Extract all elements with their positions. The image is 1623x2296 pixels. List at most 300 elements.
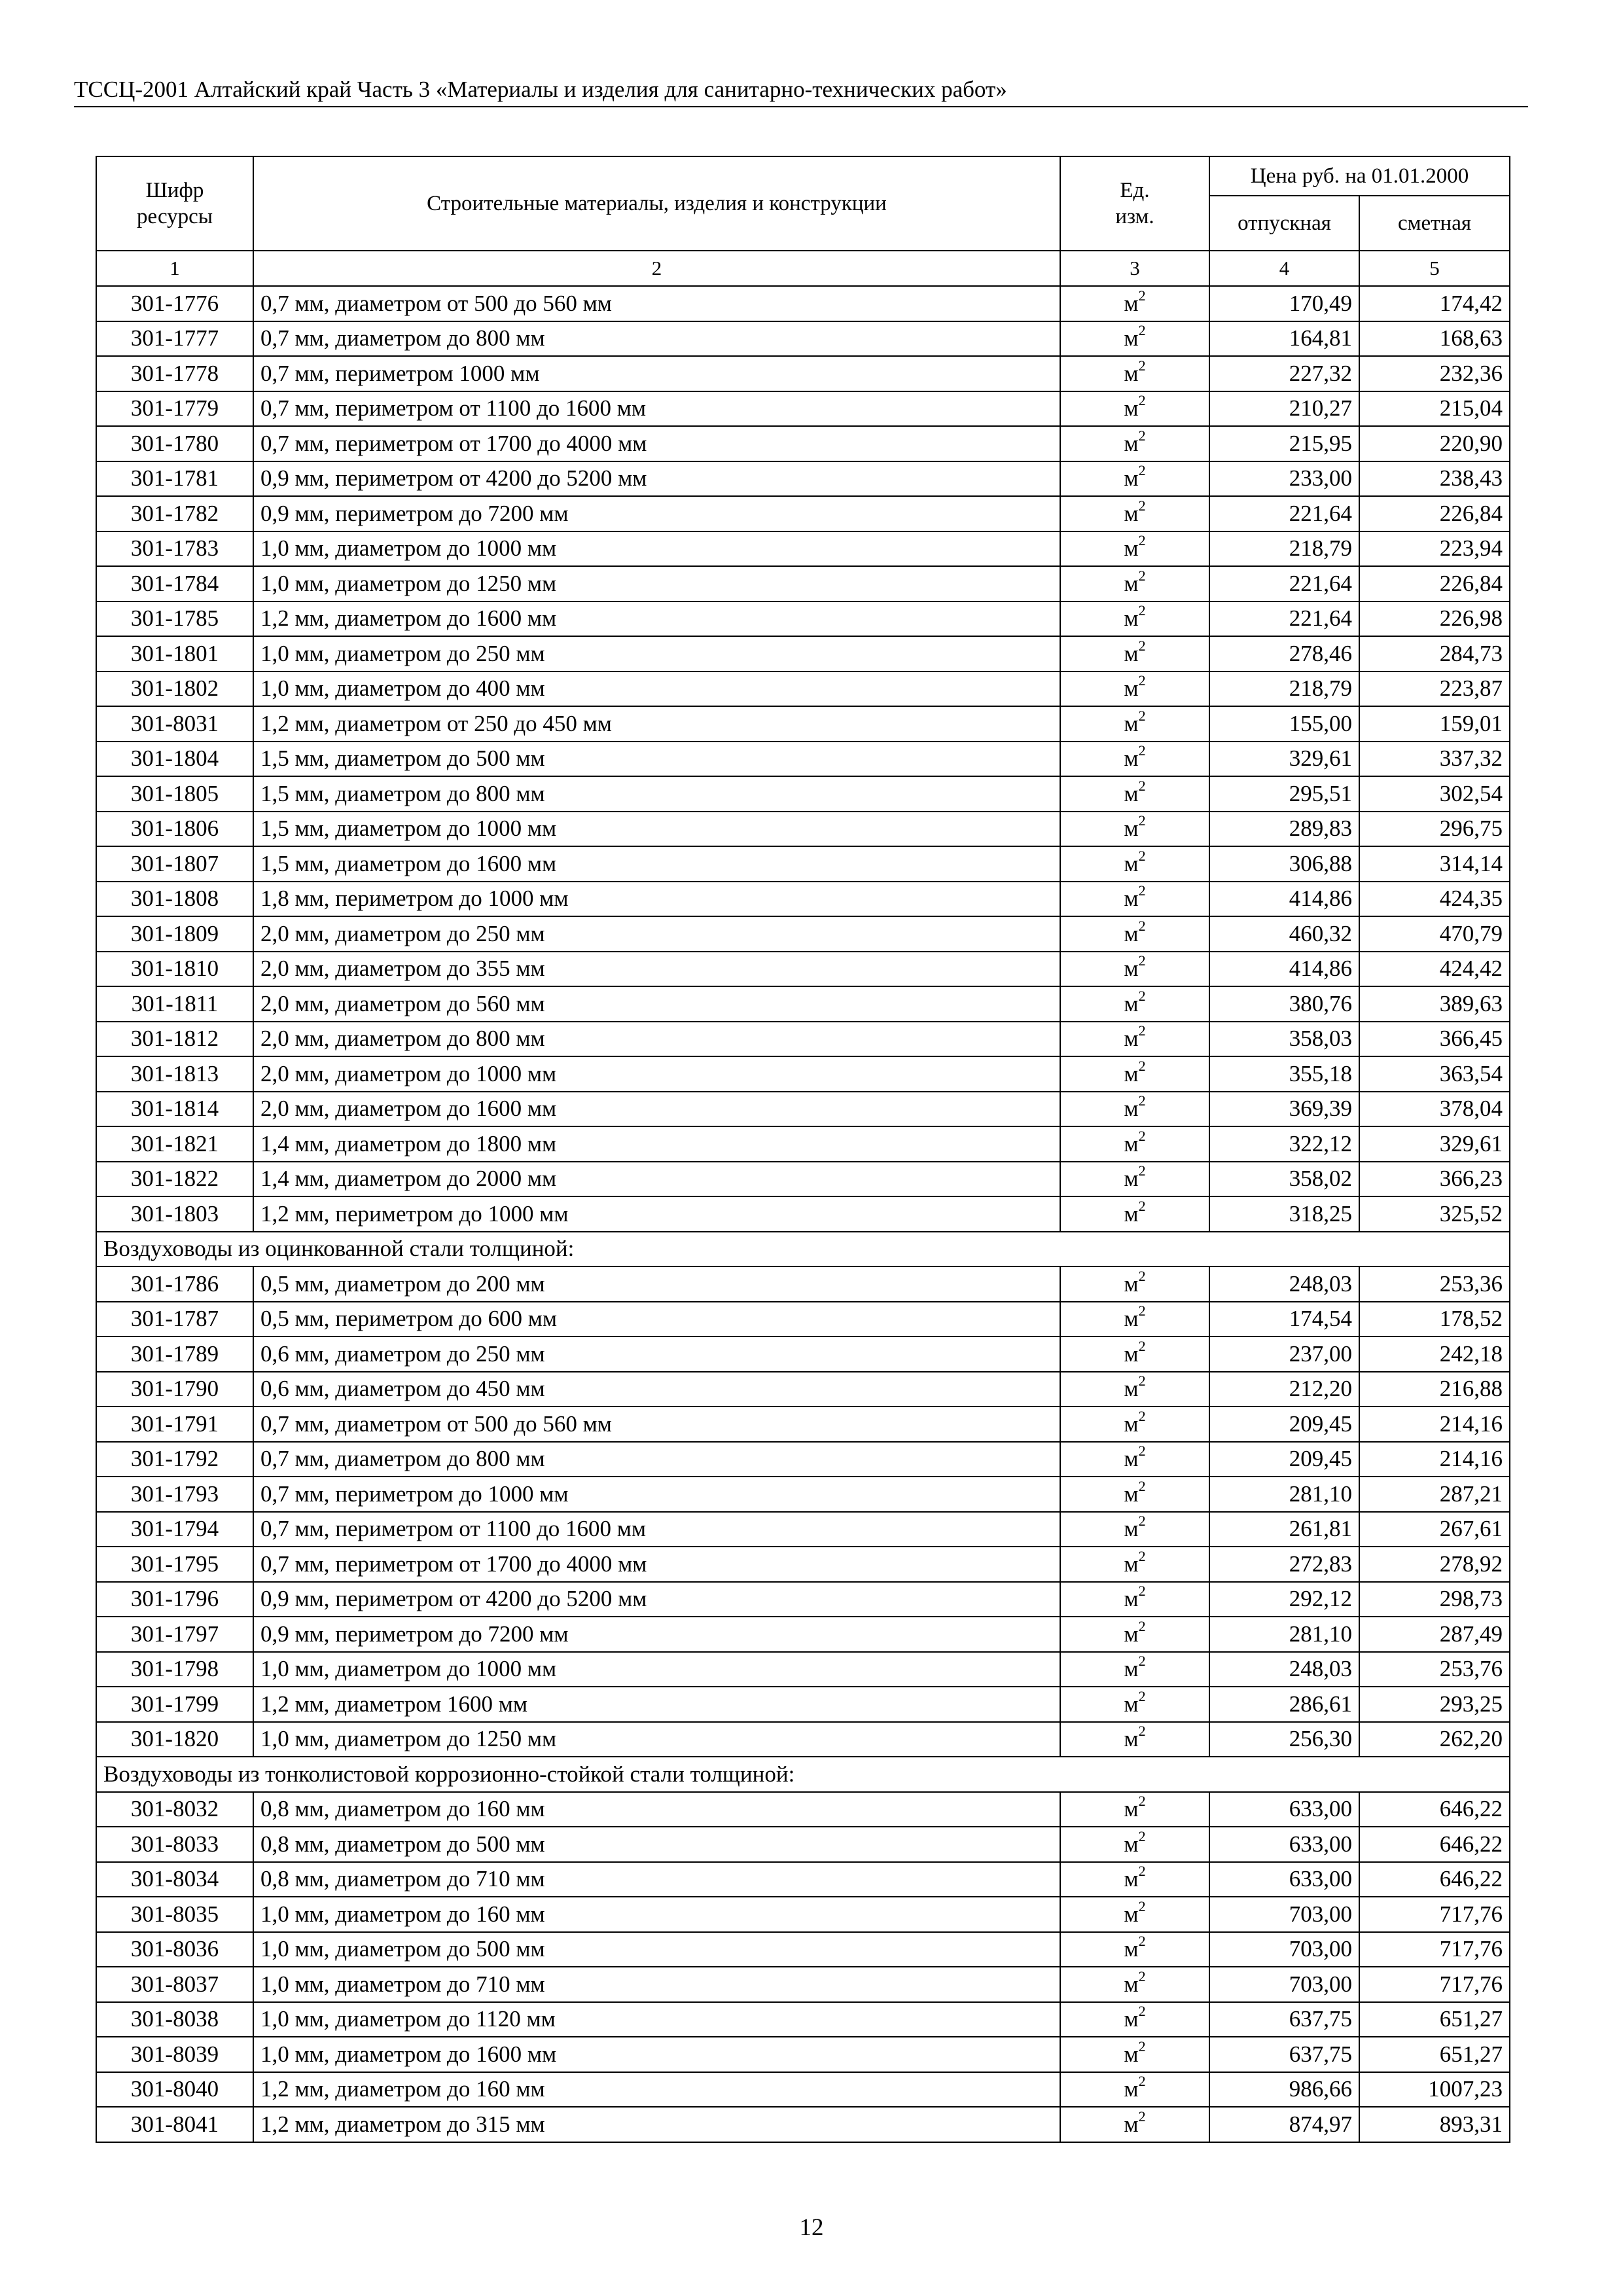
unit-exponent: 2 <box>1138 2073 1146 2090</box>
resource-code: 301-1790 <box>96 1372 253 1407</box>
table-row <box>96 1687 1510 1722</box>
header-name: Строительные материалы, изделия и конструкции <box>253 156 1060 251</box>
resource-code: 301-8035 <box>96 1897 253 1932</box>
material-name: 0,7 мм, диаметром от 500 до 560 мм <box>253 1407 1060 1442</box>
unit-label: м <box>1124 1060 1139 1086</box>
unit-cell <box>1060 1196 1209 1232</box>
resource-code: 301-1778 <box>96 356 253 391</box>
material-name: 1,0 мм, диаметром до 1000 мм <box>253 1652 1060 1687</box>
unit-exponent: 2 <box>1138 637 1146 654</box>
release-price: 414,86 <box>1209 952 1359 987</box>
material-name: 0,8 мм, диаметром до 710 мм <box>253 1862 1060 1897</box>
table-row <box>96 1196 1510 1232</box>
material-name: 1,2 мм, диаметром до 1600 мм <box>253 601 1060 637</box>
material-name: 1,0 мм, диаметром до 1250 мм <box>253 566 1060 601</box>
header-unit: Ед. изм. <box>1060 156 1209 251</box>
material-name: 1,5 мм, диаметром до 800 мм <box>253 776 1060 812</box>
estimate-price: 378,04 <box>1359 1092 1510 1127</box>
estimate-price: 325,52 <box>1359 1196 1510 1232</box>
unit-label: м <box>1124 1516 1139 1542</box>
unit-cell <box>1060 1407 1209 1442</box>
resource-code: 301-1780 <box>96 426 253 461</box>
material-name: 0,9 мм, периметром до 7200 мм <box>253 496 1060 531</box>
table-row <box>96 882 1510 917</box>
unit-label: м <box>1124 1831 1139 1857</box>
unit-cell <box>1060 776 1209 812</box>
material-name: 1,0 мм, диаметром до 250 мм <box>253 636 1060 672</box>
unit-cell <box>1060 742 1209 777</box>
unit-label: м <box>1124 605 1139 632</box>
table-row <box>96 1547 1510 1582</box>
resource-code: 301-1794 <box>96 1512 253 1547</box>
unit-exponent: 2 <box>1138 1057 1146 1074</box>
unit-label: м <box>1124 325 1139 351</box>
table-row <box>96 672 1510 707</box>
material-name: 2,0 мм, диаметром до 355 мм <box>253 952 1060 987</box>
release-price: 248,03 <box>1209 1652 1359 1687</box>
resource-code: 301-1809 <box>96 916 253 952</box>
release-price: 233,00 <box>1209 461 1359 497</box>
release-price: 221,64 <box>1209 496 1359 531</box>
table-row <box>96 356 1510 391</box>
material-name: 1,5 мм, диаметром до 1000 мм <box>253 812 1060 847</box>
table-row <box>96 916 1510 952</box>
resource-code: 301-1795 <box>96 1547 253 1582</box>
table-row <box>96 1302 1510 1337</box>
unit-cell <box>1060 1722 1209 1757</box>
unit-label: м <box>1124 850 1139 876</box>
resource-code: 301-1813 <box>96 1056 253 1092</box>
release-price: 292,12 <box>1209 1582 1359 1617</box>
release-price: 289,83 <box>1209 812 1359 847</box>
unit-exponent: 2 <box>1138 707 1146 724</box>
table-row <box>96 846 1510 882</box>
price-table <box>96 156 1510 2143</box>
table-row <box>96 1897 1510 1932</box>
unit-exponent: 2 <box>1138 742 1146 759</box>
estimate-price: 223,87 <box>1359 672 1510 707</box>
unit-label: м <box>1124 1026 1139 1052</box>
resource-code: 301-8040 <box>96 2072 253 2108</box>
unit-label: м <box>1124 1340 1139 1367</box>
table-row <box>96 1617 1510 1652</box>
release-price: 281,10 <box>1209 1477 1359 1512</box>
table-row <box>96 952 1510 987</box>
unit-cell <box>1060 286 1209 321</box>
estimate-price: 215,04 <box>1359 391 1510 427</box>
estimate-price: 717,76 <box>1359 1897 1510 1932</box>
unit-label: м <box>1124 1166 1139 1192</box>
material-name: 1,5 мм, диаметром до 500 мм <box>253 742 1060 777</box>
unit-exponent: 2 <box>1138 1092 1146 1109</box>
estimate-price: 214,16 <box>1359 1442 1510 1477</box>
table-row <box>96 1407 1510 1442</box>
resource-code: 301-1787 <box>96 1302 253 1337</box>
release-price: 218,79 <box>1209 672 1359 707</box>
estimate-price: 287,49 <box>1359 1617 1510 1652</box>
material-name: 0,9 мм, периметром до 7200 мм <box>253 1617 1060 1652</box>
unit-cell <box>1060 1547 1209 1582</box>
unit-label: м <box>1124 430 1139 456</box>
unit-label: м <box>1124 956 1139 982</box>
unit-exponent: 2 <box>1138 1513 1146 1530</box>
estimate-price: 287,21 <box>1359 1477 1510 1512</box>
release-price: 460,32 <box>1209 916 1359 952</box>
unit-exponent: 2 <box>1138 2108 1146 2125</box>
material-name: 2,0 мм, диаметром до 560 мм <box>253 986 1060 1022</box>
unit-label: м <box>1124 1796 1139 1822</box>
column-number: 4 <box>1209 251 1359 286</box>
unit-exponent: 2 <box>1138 987 1146 1004</box>
unit-cell <box>1060 1897 1209 1932</box>
resource-code: 301-8038 <box>96 2002 253 2037</box>
resource-code: 301-1810 <box>96 952 253 987</box>
release-price: 358,03 <box>1209 1022 1359 1057</box>
unit-cell <box>1060 321 1209 357</box>
release-price: 322,12 <box>1209 1126 1359 1162</box>
column-number: 1 <box>96 251 253 286</box>
unit-exponent: 2 <box>1138 847 1146 864</box>
unit-label: м <box>1124 1376 1139 1402</box>
estimate-price: 366,45 <box>1359 1022 1510 1057</box>
unit-label: м <box>1124 640 1139 666</box>
resource-code: 301-1814 <box>96 1092 253 1127</box>
unit-exponent: 2 <box>1138 357 1146 374</box>
header-estimate-price: сметная <box>1359 196 1510 251</box>
unit-cell <box>1060 496 1209 531</box>
estimate-price: 337,32 <box>1359 742 1510 777</box>
resource-code: 301-1822 <box>96 1162 253 1197</box>
estimate-price: 293,25 <box>1359 1687 1510 1722</box>
table-row <box>96 321 1510 357</box>
table-row <box>96 1722 1510 1757</box>
table-row <box>96 776 1510 812</box>
resource-code: 301-1784 <box>96 566 253 601</box>
estimate-price: 242,18 <box>1359 1336 1510 1372</box>
estimate-price: 214,16 <box>1359 1407 1510 1442</box>
estimate-price: 226,84 <box>1359 496 1510 531</box>
unit-exponent: 2 <box>1138 287 1146 304</box>
material-name: 1,0 мм, диаметром до 400 мм <box>253 672 1060 707</box>
material-name: 0,8 мм, диаметром до 500 мм <box>253 1827 1060 1862</box>
estimate-price: 159,01 <box>1359 706 1510 742</box>
release-price: 248,03 <box>1209 1266 1359 1302</box>
unit-label: м <box>1124 290 1139 316</box>
unit-exponent: 2 <box>1138 1372 1146 1390</box>
material-name: 0,7 мм, диаметром до 800 мм <box>253 1442 1060 1477</box>
unit-exponent: 2 <box>1138 1547 1146 1564</box>
unit-cell <box>1060 461 1209 497</box>
resource-code: 301-8037 <box>96 1967 253 2002</box>
table-row <box>96 1582 1510 1617</box>
table-row <box>96 986 1510 1022</box>
table-row <box>96 2072 1510 2108</box>
unit-cell <box>1060 1827 1209 1862</box>
unit-cell <box>1060 2072 1209 2108</box>
release-price: 355,18 <box>1209 1056 1359 1092</box>
material-name: 1,2 мм, диаметром от 250 до 450 мм <box>253 706 1060 742</box>
material-name: 0,9 мм, периметром от 4200 до 5200 мм <box>253 1582 1060 1617</box>
unit-exponent: 2 <box>1138 917 1146 934</box>
unit-exponent: 2 <box>1138 497 1146 514</box>
estimate-price: 893,31 <box>1359 2107 1510 2142</box>
resource-code: 301-8041 <box>96 2107 253 2142</box>
table-row <box>96 601 1510 637</box>
estimate-price: 168,63 <box>1359 321 1510 357</box>
unit-label: м <box>1124 920 1139 946</box>
release-price: 164,81 <box>1209 321 1359 357</box>
unit-label: м <box>1124 1656 1139 1682</box>
resource-code: 301-1812 <box>96 1022 253 1057</box>
estimate-price: 220,90 <box>1359 426 1510 461</box>
unit-label: м <box>1124 500 1139 526</box>
unit-exponent: 2 <box>1138 952 1146 969</box>
release-price: 306,88 <box>1209 846 1359 882</box>
unit-exponent: 2 <box>1138 427 1146 444</box>
release-price: 369,39 <box>1209 1092 1359 1127</box>
estimate-price: 366,23 <box>1359 1162 1510 1197</box>
material-name: 1,0 мм, диаметром до 160 мм <box>253 1897 1060 1932</box>
unit-label: м <box>1124 570 1139 596</box>
unit-cell <box>1060 1617 1209 1652</box>
release-price: 209,45 <box>1209 1407 1359 1442</box>
unit-label: м <box>1124 2041 1139 2067</box>
estimate-price: 389,63 <box>1359 986 1510 1022</box>
unit-exponent: 2 <box>1138 1617 1146 1634</box>
release-price: 170,49 <box>1209 286 1359 321</box>
release-price: 281,10 <box>1209 1617 1359 1652</box>
unit-label: м <box>1124 675 1139 702</box>
unit-cell <box>1060 1092 1209 1127</box>
unit-cell <box>1060 1056 1209 1092</box>
material-name: 1,2 мм, диаметром до 315 мм <box>253 2107 1060 2142</box>
unit-exponent: 2 <box>1138 1407 1146 1424</box>
unit-cell <box>1060 1477 1209 1512</box>
unit-label: м <box>1124 1306 1139 1332</box>
table-row <box>96 2037 1510 2072</box>
unit-cell <box>1060 1302 1209 1337</box>
material-name: 1,2 мм, периметром до 1000 мм <box>253 1196 1060 1232</box>
resource-code: 301-1801 <box>96 636 253 672</box>
unit-exponent: 2 <box>1138 1827 1146 1844</box>
unit-exponent: 2 <box>1138 1267 1146 1284</box>
unit-cell <box>1060 1582 1209 1617</box>
release-price: 209,45 <box>1209 1442 1359 1477</box>
resource-code: 301-1782 <box>96 496 253 531</box>
resource-code: 301-1805 <box>96 776 253 812</box>
unit-cell <box>1060 2037 1209 2072</box>
unit-label: м <box>1124 2076 1139 2102</box>
table-row <box>96 461 1510 497</box>
unit-label: м <box>1124 1586 1139 1612</box>
section-row <box>96 1757 1510 1792</box>
release-price: 295,51 <box>1209 776 1359 812</box>
material-name: 1,0 мм, диаметром до 1120 мм <box>253 2002 1060 2037</box>
unit-cell <box>1060 1126 1209 1162</box>
release-price: 210,27 <box>1209 391 1359 427</box>
unit-cell <box>1060 1792 1209 1827</box>
estimate-price: 298,73 <box>1359 1582 1510 1617</box>
material-name: 0,7 мм, периметром от 1100 до 1600 мм <box>253 1512 1060 1547</box>
resource-code: 301-8036 <box>96 1932 253 1967</box>
unit-label: м <box>1124 1936 1139 1962</box>
unit-label: м <box>1124 1691 1139 1717</box>
column-number: 3 <box>1060 251 1209 286</box>
table-row <box>96 1792 1510 1827</box>
table-row <box>96 2107 1510 2142</box>
release-price: 358,02 <box>1209 1162 1359 1197</box>
column-number: 5 <box>1359 251 1510 286</box>
resource-code: 301-1791 <box>96 1407 253 1442</box>
unit-exponent: 2 <box>1138 1933 1146 1950</box>
material-name: 1,0 мм, диаметром до 1600 мм <box>253 2037 1060 2072</box>
table-row <box>96 566 1510 601</box>
material-name: 0,7 мм, периметром от 1700 до 4000 мм <box>253 426 1060 461</box>
unit-cell <box>1060 426 1209 461</box>
unit-cell <box>1060 952 1209 987</box>
estimate-price: 296,75 <box>1359 812 1510 847</box>
release-price: 414,86 <box>1209 882 1359 917</box>
table-row <box>96 1932 1510 1967</box>
estimate-price: 646,22 <box>1359 1827 1510 1862</box>
unit-cell <box>1060 812 1209 847</box>
material-name: 2,0 мм, диаметром до 250 мм <box>253 916 1060 952</box>
unit-cell <box>1060 1336 1209 1372</box>
unit-cell <box>1060 1967 1209 2002</box>
resource-code: 301-1785 <box>96 601 253 637</box>
unit-label: м <box>1124 710 1139 736</box>
estimate-price: 717,76 <box>1359 1967 1510 2002</box>
table-row <box>96 1336 1510 1372</box>
release-price: 637,75 <box>1209 2002 1359 2037</box>
unit-cell <box>1060 601 1209 637</box>
unit-cell <box>1060 672 1209 707</box>
table-row <box>96 1056 1510 1092</box>
material-name: 0,5 мм, периметром до 600 мм <box>253 1302 1060 1337</box>
unit-label: м <box>1124 1446 1139 1472</box>
estimate-price: 717,76 <box>1359 1932 1510 1967</box>
estimate-price: 216,88 <box>1359 1372 1510 1407</box>
material-name: 0,8 мм, диаметром до 160 мм <box>253 1792 1060 1827</box>
resource-code: 301-1779 <box>96 391 253 427</box>
unit-cell <box>1060 916 1209 952</box>
unit-label: м <box>1124 1200 1139 1227</box>
release-price: 633,00 <box>1209 1862 1359 1897</box>
resource-code: 301-8031 <box>96 706 253 742</box>
material-name: 2,0 мм, диаметром до 1600 мм <box>253 1092 1060 1127</box>
table-row <box>96 1477 1510 1512</box>
estimate-price: 262,20 <box>1359 1722 1510 1757</box>
unit-label: м <box>1124 2006 1139 2032</box>
unit-exponent: 2 <box>1138 567 1146 584</box>
unit-exponent: 2 <box>1138 1967 1146 1984</box>
resource-code: 301-8032 <box>96 1792 253 1827</box>
section-title: Воздуховоды из оцинкованной стали толщиной: <box>96 1232 1510 1267</box>
material-name: 0,9 мм, периметром от 4200 до 5200 мм <box>253 461 1060 497</box>
release-price: 256,30 <box>1209 1722 1359 1757</box>
unit-cell <box>1060 1652 1209 1687</box>
material-name: 0,7 мм, периметром от 1100 до 1600 мм <box>253 391 1060 427</box>
unit-exponent: 2 <box>1138 1723 1146 1740</box>
estimate-price: 314,14 <box>1359 846 1510 882</box>
release-price: 318,25 <box>1209 1196 1359 1232</box>
table-row <box>96 1512 1510 1547</box>
unit-exponent: 2 <box>1138 777 1146 794</box>
document-header: ТССЦ-2001 Алтайский край Часть 3 «Материалы и изделия для санитарно-технических работ» <box>74 73 1528 107</box>
unit-exponent: 2 <box>1138 812 1146 829</box>
unit-cell <box>1060 1266 1209 1302</box>
estimate-price: 238,43 <box>1359 461 1510 497</box>
table-row <box>96 1827 1510 1862</box>
material-name: 0,7 мм, периметром до 1000 мм <box>253 1477 1060 1512</box>
table-row <box>96 286 1510 321</box>
resource-code: 301-1807 <box>96 846 253 882</box>
table-row <box>96 2002 1510 2037</box>
unit-cell <box>1060 636 1209 672</box>
resource-code: 301-1786 <box>96 1266 253 1302</box>
table-row <box>96 812 1510 847</box>
resource-code: 301-8034 <box>96 1862 253 1897</box>
resource-code: 301-1777 <box>96 321 253 357</box>
unit-cell <box>1060 1512 1209 1547</box>
table-row <box>96 496 1510 531</box>
estimate-price: 302,54 <box>1359 776 1510 812</box>
unit-label: м <box>1124 465 1139 492</box>
release-price: 286,61 <box>1209 1687 1359 1722</box>
unit-label: м <box>1124 1130 1139 1157</box>
estimate-price: 223,94 <box>1359 531 1510 567</box>
material-name: 1,4 мм, диаметром до 1800 мм <box>253 1126 1060 1162</box>
estimate-price: 232,36 <box>1359 356 1510 391</box>
estimate-price: 1007,23 <box>1359 2072 1510 2108</box>
material-name: 1,4 мм, диаметром до 2000 мм <box>253 1162 1060 1197</box>
release-price: 633,00 <box>1209 1827 1359 1862</box>
unit-exponent: 2 <box>1138 462 1146 479</box>
resource-code: 301-1781 <box>96 461 253 497</box>
estimate-price: 253,76 <box>1359 1652 1510 1687</box>
release-price: 703,00 <box>1209 1967 1359 2002</box>
release-price: 174,54 <box>1209 1302 1359 1337</box>
table-row <box>96 636 1510 672</box>
estimate-price: 424,35 <box>1359 882 1510 917</box>
material-name: 1,0 мм, диаметром до 1000 мм <box>253 531 1060 567</box>
unit-exponent: 2 <box>1138 1022 1146 1039</box>
release-price: 237,00 <box>1209 1336 1359 1372</box>
table-row <box>96 1372 1510 1407</box>
estimate-price: 267,61 <box>1359 1512 1510 1547</box>
unit-label: м <box>1124 990 1139 1016</box>
unit-label: м <box>1124 1410 1139 1437</box>
table-row <box>96 1126 1510 1162</box>
unit-exponent: 2 <box>1138 672 1146 689</box>
release-price: 986,66 <box>1209 2072 1359 2108</box>
unit-cell <box>1060 1862 1209 1897</box>
estimate-price: 646,22 <box>1359 1862 1510 1897</box>
header-code: Шифр ресурсы <box>96 156 253 251</box>
unit-exponent: 2 <box>1138 392 1146 409</box>
unit-exponent: 2 <box>1138 1897 1146 1914</box>
unit-exponent: 2 <box>1138 1127 1146 1144</box>
table-row <box>96 1162 1510 1197</box>
material-name: 0,6 мм, диаметром до 250 мм <box>253 1336 1060 1372</box>
unit-label: м <box>1124 1621 1139 1647</box>
table-row <box>96 1022 1510 1057</box>
table-row <box>96 1266 1510 1302</box>
unit-exponent: 2 <box>1138 882 1146 899</box>
unit-cell <box>1060 1022 1209 1057</box>
unit-cell <box>1060 706 1209 742</box>
unit-label: м <box>1124 745 1139 772</box>
